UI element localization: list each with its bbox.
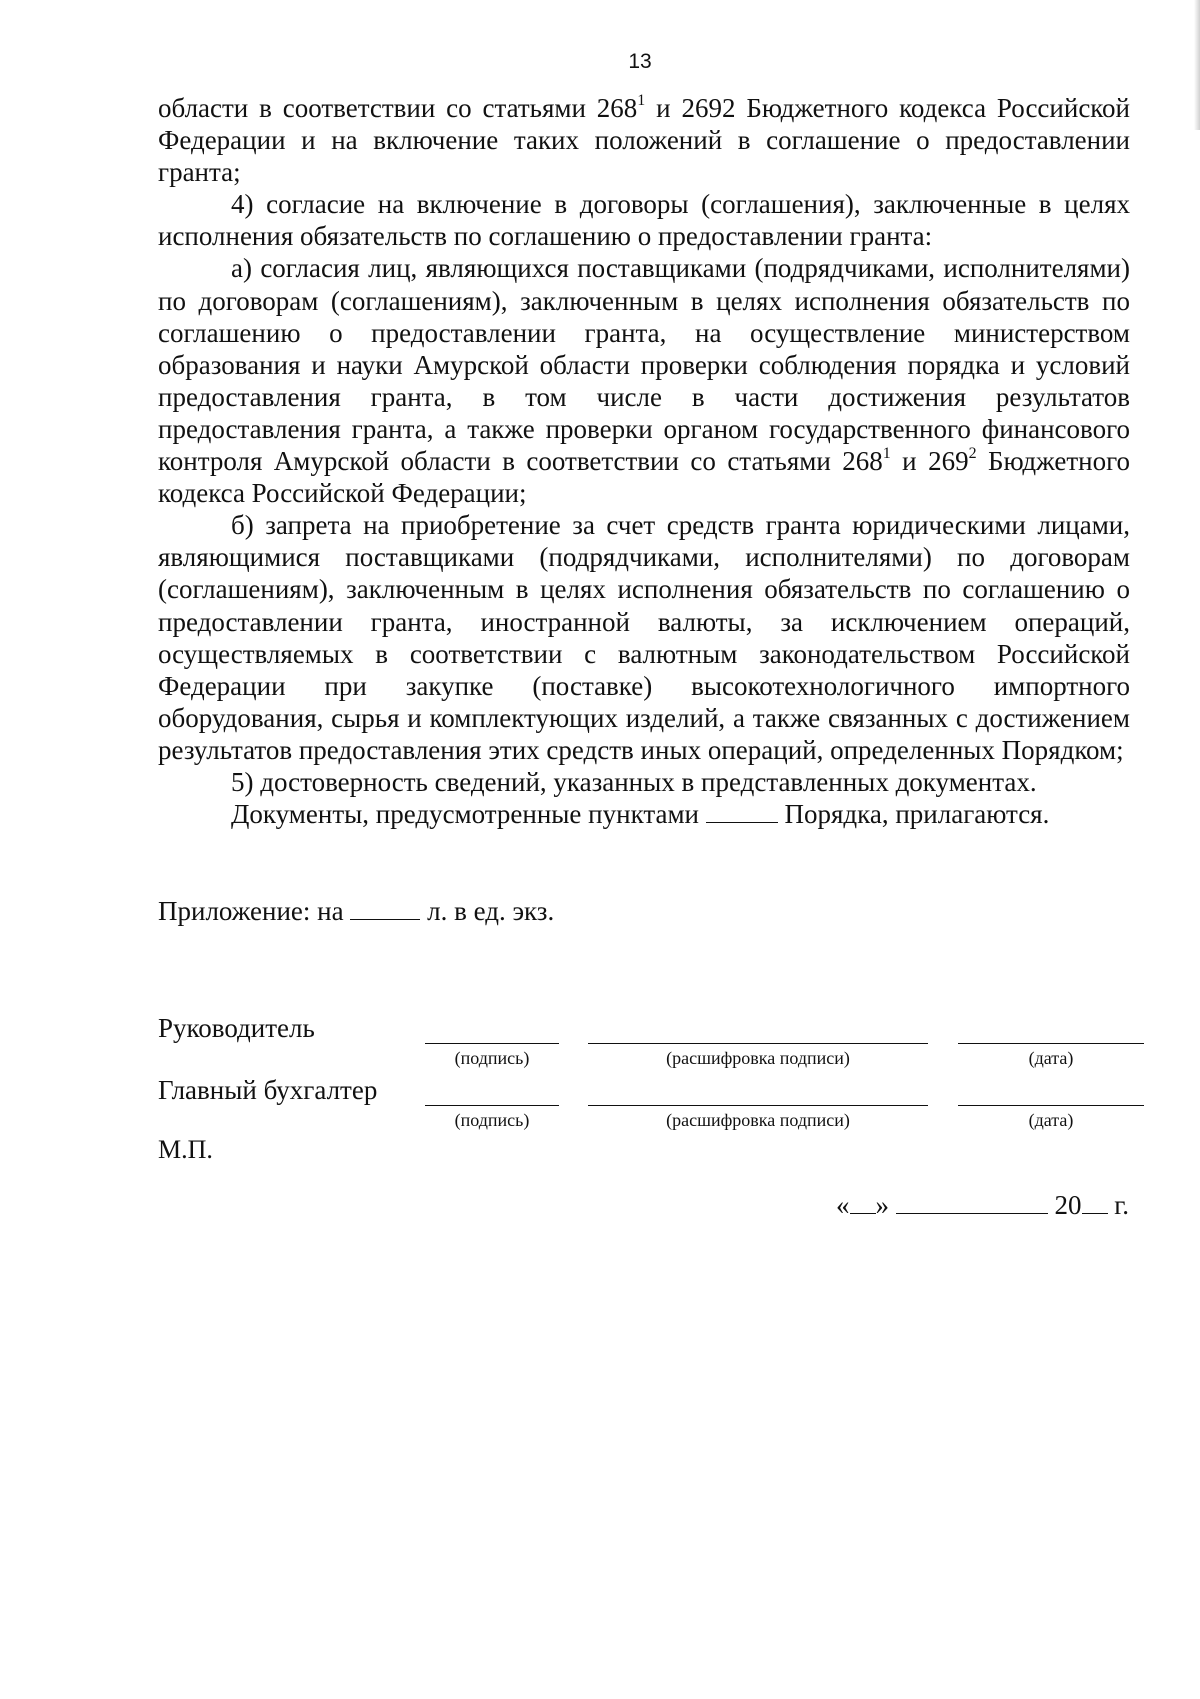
date-close-quote: » bbox=[875, 1190, 889, 1220]
head-label: Руководитель bbox=[158, 1013, 315, 1043]
date-year-prefix: 20 bbox=[1054, 1190, 1082, 1220]
head-name-line[interactable] bbox=[588, 1043, 928, 1044]
stamp-place: М.П. bbox=[158, 1135, 213, 1164]
head-name-caption: (расшифровка подписи) bbox=[666, 1048, 850, 1068]
head-signature-line[interactable] bbox=[425, 1043, 559, 1044]
paragraph-item-4: 4) согласие на включение в договоры (соглашения), заключенные в целях исполнения обязательств по соглашению о предоставлении гранта: bbox=[158, 189, 1130, 252]
date-line bbox=[836, 1190, 1129, 1221]
text-run: а) согласия лиц, являющихся поставщиками (подрядчиками, исполнителями) по договорам (соглашениям), заключенным в целях исполнения обязательств по соглашению о предоставлении гранта, на осуществление министерством образования и науки Амурской области проверки соблюдения порядка и условий предоставления гранта, в том числе в части достижения результатов предоставления гранта, а также проверки органом государственного финансового контроля Амурской области в соответствии со статьями 268 bbox=[158, 253, 1130, 477]
paragraph-item-b: б) запрета на приобретение за счет средств гранта юридическими лицами, являющимися поставщиками (подрядчиками, исполнителями) по договорам (соглашениям), заключенным в целях исполнения обязательств по соглашению о предоставлении гранта, иностранной валюты, за исключением операций, осуществляемых в соответствии с валютным законодательством Российской Федерации при закупке (поставке) высокотехнологичного импортного оборудования, сырья и комплектующих изделий, а также связанных с достижением результатов предоставления этих средств иных операций, определенных Порядком; bbox=[158, 510, 1130, 765]
text-run: Документы, предусмотренные пунктами bbox=[231, 799, 699, 830]
superscript: 1 bbox=[637, 92, 646, 109]
superscript: 2 bbox=[968, 445, 977, 463]
paragraph-item-5: 5) достоверность сведений, указанных в представленных документах. bbox=[231, 766, 1037, 797]
document-body bbox=[158, 92, 1130, 830]
head-date-line[interactable] bbox=[958, 1043, 1144, 1044]
text-run: Бюджетного кодекса Российской Федерации; bbox=[158, 446, 1130, 509]
head-date-caption: (дата) bbox=[1028, 1048, 1074, 1068]
page-number: 13 bbox=[628, 50, 652, 73]
blank-field-day[interactable] bbox=[850, 1191, 876, 1214]
accountant-label: Главный бухгалтер bbox=[158, 1075, 378, 1105]
head-signature-caption: (подпись) bbox=[454, 1048, 530, 1068]
superscript: 1 bbox=[882, 445, 891, 463]
appendix-suffix: л. в ед. экз. bbox=[427, 896, 555, 926]
text-run: и 269 bbox=[890, 446, 969, 477]
text-run: Порядка, прилагаются. bbox=[784, 799, 1050, 830]
text-run: области в соответствии со статьями 268 bbox=[158, 93, 638, 123]
accountant-signature-line[interactable] bbox=[425, 1105, 559, 1106]
accountant-date-line[interactable] bbox=[958, 1105, 1144, 1106]
appendix-label: Приложение: на bbox=[158, 896, 344, 926]
accountant-name-caption: (расшифровка подписи) bbox=[666, 1110, 850, 1130]
accountant-date-caption: (дата) bbox=[1028, 1110, 1074, 1130]
date-year-suffix: г. bbox=[1114, 1190, 1130, 1220]
appendix-line bbox=[158, 896, 554, 927]
blank-field-items[interactable] bbox=[706, 800, 778, 823]
text-run: и 2692 Бюджетного кодекса Российской Федерации и на включение таких положений в соглашение о предоставлении гранта; bbox=[158, 93, 1130, 188]
paragraph-documents bbox=[158, 798, 1130, 830]
date-open-quote: « bbox=[836, 1190, 850, 1220]
blank-field-month[interactable] bbox=[896, 1191, 1048, 1214]
accountant-signature-caption: (подпись) bbox=[454, 1110, 530, 1130]
paragraph-continuation bbox=[158, 92, 1130, 188]
blank-field-sheets[interactable] bbox=[350, 897, 420, 920]
blank-field-year[interactable] bbox=[1082, 1191, 1108, 1214]
accountant-name-line[interactable] bbox=[588, 1105, 928, 1106]
paragraph-item-a bbox=[158, 252, 1130, 509]
